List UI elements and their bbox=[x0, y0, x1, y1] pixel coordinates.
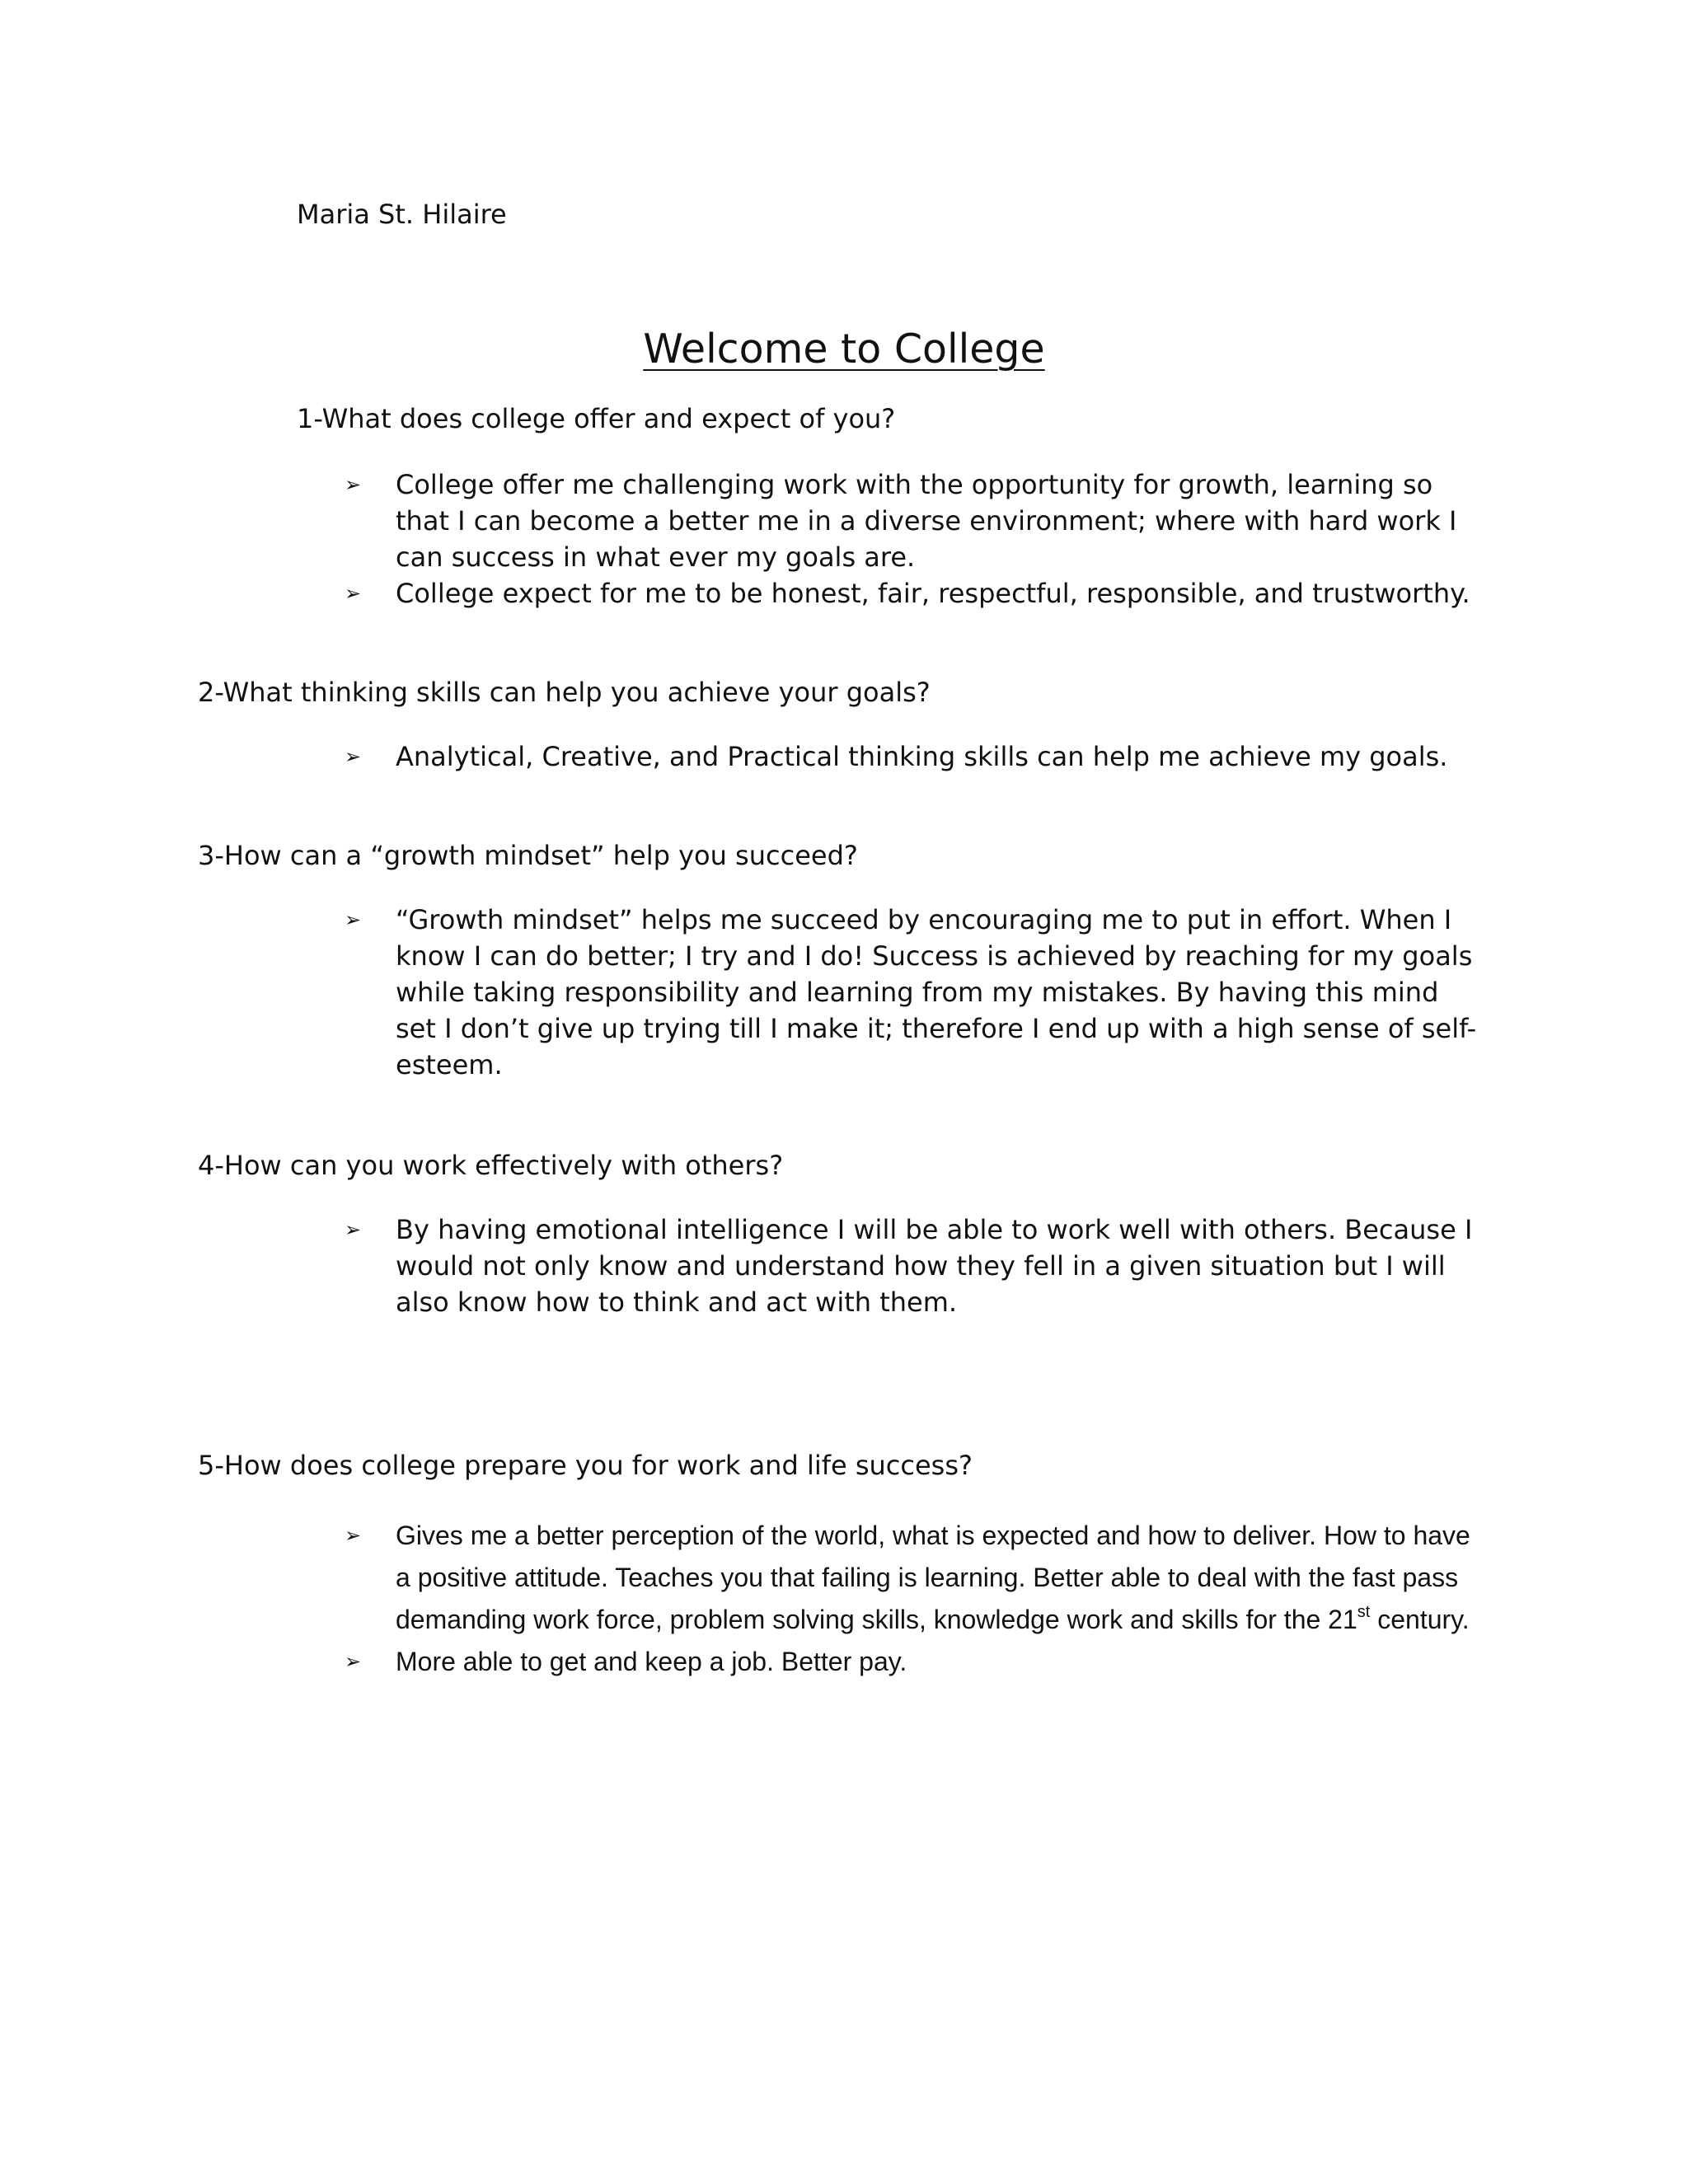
answer-text: Analytical, Creative, and Practical thinking skills can help me achieve my goals. bbox=[396, 741, 1448, 772]
ordinal-superscript: st bbox=[1357, 1603, 1371, 1621]
answer-text: “Growth mindset” helps me succeed by encouraging me to put in effort. When I know I can do better; I try and I do! Success is achieved by reaching for my goals while taking responsibility and learning from my mistakes. By having this mind set I don’t give up trying till I make it; therefore I end up with a high sense of self-esteem. bbox=[396, 904, 1477, 1080]
list-item bbox=[345, 1641, 1482, 1683]
list-item bbox=[345, 738, 1482, 775]
arrow-bullet-icon: ➢ bbox=[345, 745, 362, 768]
list-item bbox=[345, 1212, 1482, 1320]
list-item bbox=[345, 575, 1482, 612]
arrow-bullet-icon: ➢ bbox=[345, 582, 362, 605]
list-item bbox=[345, 1515, 1482, 1641]
question-3: 3-How can a “growth mindset” help you succeed? bbox=[198, 840, 858, 871]
question-2: 2-What thinking skills can help you achieve your goals? bbox=[198, 677, 931, 708]
answer-text: More able to get and keep a job. Better pay. bbox=[396, 1647, 907, 1676]
arrow-bullet-icon: ➢ bbox=[345, 908, 362, 931]
answer-list-2 bbox=[345, 738, 1482, 775]
answer-text: College offer me challenging work with the opportunity for growth, learning so that I can become a better me in a diverse environment; where with hard work I can success in what ever my goals are. bbox=[396, 469, 1457, 573]
answer-text: Gives me a better perception of the world, what is expected and how to deliver. How to have a positive attitude. Teaches you that failing is learning. Better able to deal with the fast pass demanding work force, problem solving skills, knowledge work and skills for the 21st century. bbox=[396, 1521, 1470, 1634]
author-name: Maria St. Hilaire bbox=[297, 199, 507, 230]
arrow-bullet-icon: ➢ bbox=[345, 1525, 362, 1547]
answer-list-3 bbox=[345, 902, 1482, 1083]
list-item bbox=[345, 466, 1482, 575]
answer-text: By having emotional intelligence I will be able to work well with others. Because I would not only know and understand how they fell in a given situation but I will also know how to think and act with them. bbox=[396, 1214, 1473, 1318]
arrow-bullet-icon: ➢ bbox=[345, 1218, 362, 1241]
answer-list-1 bbox=[345, 466, 1482, 612]
list-item bbox=[345, 902, 1482, 1083]
answer-list-5 bbox=[345, 1515, 1482, 1683]
arrow-bullet-icon: ➢ bbox=[345, 1651, 362, 1673]
answer-list-4 bbox=[345, 1212, 1482, 1320]
arrow-bullet-icon: ➢ bbox=[345, 473, 362, 496]
question-1: 1-What does college offer and expect of you? bbox=[297, 403, 896, 434]
answer-text: College expect for me to be honest, fair, respectful, responsible, and trustworthy. bbox=[396, 578, 1470, 609]
question-4: 4-How can you work effectively with others? bbox=[198, 1150, 784, 1181]
question-5: 5-How does college prepare you for work and life success? bbox=[198, 1450, 973, 1481]
page-title: Welcome to College bbox=[643, 326, 1045, 373]
